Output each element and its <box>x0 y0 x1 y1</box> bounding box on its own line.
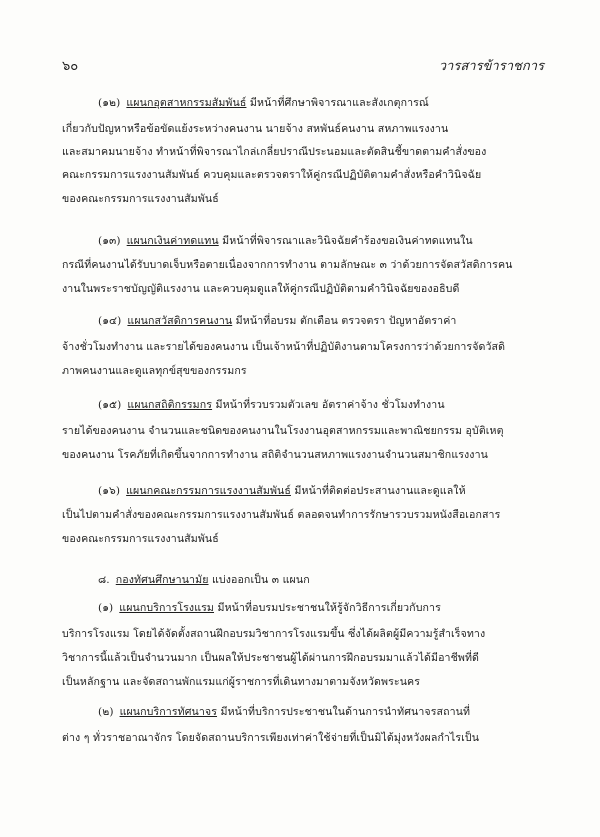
underlined-heading: แผนกบริการทัศนาจร <box>119 706 218 718</box>
underlined-heading: แผนกบริการโรงแรม <box>119 602 215 614</box>
line-text: งานในพระราชบัญญัติแรงงาน และควบคุมดูแลให้คู่กรณีปฏิบัติตามคำวินิจฉัยของอธิบดี <box>62 283 460 295</box>
running-title: วารสารข้าราชการ <box>438 59 544 74</box>
item-number: (๑) <box>98 602 114 614</box>
text-line <box>62 363 540 379</box>
text-line <box>98 397 540 413</box>
line-text: เป็นไปตามคำสั่งของคณะกรรมการแรงงานสัมพันธ์ ตลอดจนทำการรักษารวบรวมหนังสือเอกสาร <box>62 509 501 521</box>
item-number: (๑๔) <box>98 315 122 327</box>
line-text: ของคนงาน โรคภัยที่เกิดขึ้นจากการทำงาน สถิติจำนวนสหภาพแรงงานจำนวนสมาชิกแรงงาน <box>62 449 488 461</box>
underlined-heading: แผนกเงินค่าทดแทน <box>126 235 219 247</box>
line-text: รายได้ของคนงาน จำนวนและชนิดของคนงานในโรงงานอุตสาหกรรมและพาณิชยกรรม อุบัติเหตุ <box>62 425 504 437</box>
text-line <box>98 233 540 249</box>
text-line <box>62 531 540 547</box>
underlined-heading: แผนกอุตสาหกรรมสัมพันธ์ <box>126 97 247 109</box>
underlined-heading: แผนกสวัสดิการคนงาน <box>127 315 233 327</box>
item-number: (๑๒) <box>98 97 121 109</box>
text-line <box>62 447 540 463</box>
line-text: วิชาการนี้แล้วเป็นจำนวนมาก เป็นผลให้ประชาชนผู้ได้ผ่านการฝึกอบรมมาแล้วได้มีอาชีพที่ดี <box>62 652 480 664</box>
text-line <box>62 167 540 183</box>
text-line <box>98 483 540 499</box>
text-line <box>62 144 540 160</box>
line-text: มีหน้าที่ติดต่อประสานงานและดูแลให้ <box>290 485 466 497</box>
line-text: ของคณะกรรมการแรงงานสัมพันธ์ <box>62 193 219 205</box>
item-number: (๑๖) <box>98 485 121 497</box>
line-text: มีหน้าที่อบรม ตักเตือน ตรวจตรา ปัญหาอัตราค่า <box>232 315 457 327</box>
line-text: คณะกรรมการแรงงานสัมพันธ์ ควบคุมและตรวจตราให้คู่กรณีปฏิบัติตามคำสั่งหรือคำวินิจฉัย <box>62 169 482 181</box>
line-text: และสมาคมนายจ้าง ทำหน้าที่พิจารณาไกล่เกลี่ยปราณีประนอมและตัดสินชี้ขาดตามคำสั่งของ <box>62 146 487 158</box>
text-line <box>62 650 540 666</box>
underlined-heading: แผนกคณะกรรมการแรงงานสัมพันธ์ <box>126 485 291 497</box>
text-line <box>62 423 540 439</box>
text-line <box>62 191 540 207</box>
item-number: (๑๕) <box>98 399 122 411</box>
line-text: ภาพคนงานและดูแลทุกข์สุขของกรรมกร <box>62 365 247 377</box>
line-text: มีหน้าที่รวบรวมตัวเลข อัตราค่าจ้าง ชั่วโมงทำงาน <box>212 399 445 411</box>
line-text: ต่าง ๆ ทั่วราชอาณาจักร โดยจัดสถานบริการเพียงเท่าค่าใช้จ่ายที่เป็นมิได้มุ่งหวังผลกำไรเป็น <box>62 732 480 744</box>
text-line <box>98 600 540 616</box>
line-text: มีหน้าที่พิจารณาและวินิจฉัยคำร้องขอเงินค่าทดแทนใน <box>218 235 473 247</box>
text-line <box>98 704 540 720</box>
item-number: (๑๓) <box>98 235 121 247</box>
text-line <box>62 281 540 297</box>
section-heading-line <box>98 572 540 588</box>
line-text: แบ่งออกเป็น ๓ แผนก <box>208 574 310 586</box>
text-line <box>98 313 540 329</box>
line-text: กรณีที่คนงานได้รับบาดเจ็บหรือตายเนื่องจากการทำงาน ตามลักษณะ ๓ ว่าด้วยการจัดสวัสดิการคน <box>62 259 513 271</box>
underlined-heading: กองทัศนศึกษานามัย <box>115 574 209 586</box>
text-line <box>62 507 540 523</box>
text-line <box>98 95 540 111</box>
item-number: ๘. <box>98 574 110 586</box>
page-header <box>62 55 544 75</box>
text-line <box>62 730 540 746</box>
line-text: บริการโรงแรม โดยได้จัดตั้งสถานฝึกอบรมวิชาการโรงแรมขึ้น ซึ่งได้ผลิตผู้มีความรู้สำเร็จทาง <box>62 628 486 640</box>
underlined-heading: แผนกสถิติกรรมกร <box>127 399 213 411</box>
text-line <box>62 121 540 137</box>
line-text: ของคณะกรรมการแรงงานสัมพันธ์ <box>62 533 219 545</box>
text-line <box>62 339 540 355</box>
item-number: (๒) <box>98 706 114 718</box>
line-text: จ้างชั่วโมงทำงาน และรายได้ของคนงาน เป็นเจ้าหน้าที่ปฏิบัติงานตามโครงการว่าด้วยการจัดวัสดิ <box>62 341 506 353</box>
text-line <box>62 626 540 642</box>
line-text: เกี่ยวกับปัญหาหรือข้อขัดแย้งระหว่างคนงาน นายจ้าง สหพันธ์คนงาน สหภาพแรงงาน <box>62 123 449 135</box>
text-line <box>62 257 540 273</box>
line-text: เป็นหลักฐาน และจัดสถานพักแรมแก่ผู้ราชการที่เดินทางมาตามจังหวัดพระนคร <box>62 676 421 688</box>
line-text: มีหน้าที่อบรมประชาชนให้รู้จักวิธีการเกี่ยวกับการ <box>214 602 441 614</box>
text-line <box>62 674 540 690</box>
page-number: ๖๐ <box>62 59 79 74</box>
line-text: มีหน้าที่บริการประชาชนในด้านการนำทัศนาจรสถานที่ <box>217 706 471 718</box>
line-text: มีหน้าที่ศึกษาพิจารณาและสังเกตุการณ์ <box>246 97 429 109</box>
